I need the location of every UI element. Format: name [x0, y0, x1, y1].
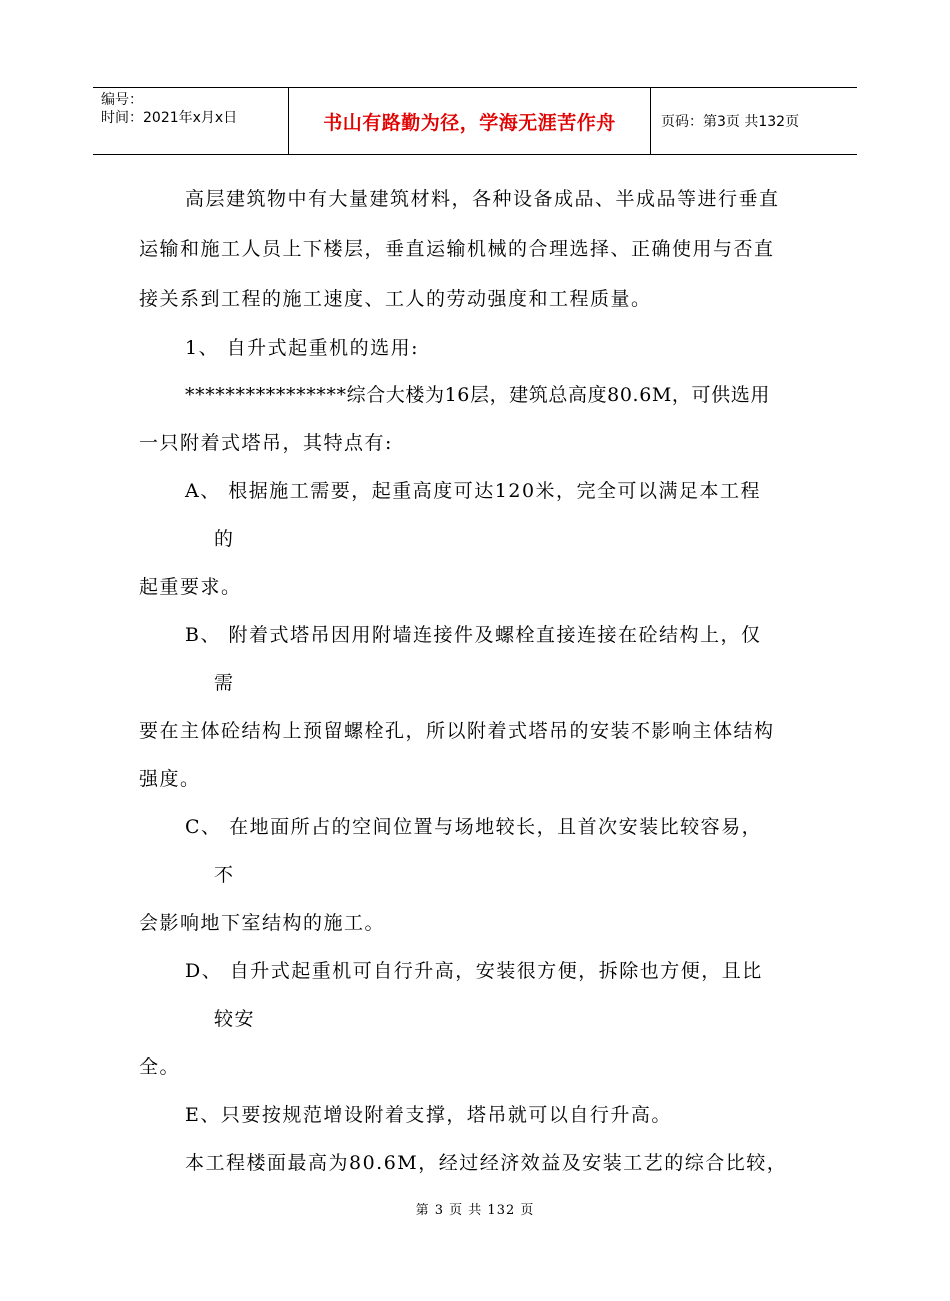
document-header	[93, 87, 857, 155]
body-line: 的	[214, 528, 235, 550]
header-page-info: 页码：第3页 共132页	[661, 114, 800, 130]
document-number-label: 编号：	[101, 92, 143, 108]
body-line: C、 在地面所占的空间位置与场地较长，且首次安装比较容易，	[185, 816, 763, 838]
body-line: 1、 自升式起重机的选用:	[185, 337, 420, 359]
body-line: D、 自升式起重机可自行升高，安装很方便，拆除也方便，且比	[185, 960, 763, 982]
header-meta-cell	[93, 88, 289, 154]
page-footer: 第 3 页 共 132 页	[415, 1203, 535, 1218]
body-line: 本工程楼面最高为80.6M，经过经济效益及安装工艺的综合比较，	[185, 1152, 788, 1174]
body-line: ****************综合大楼为16层，建筑总高度80.6M，可供选用	[185, 384, 770, 406]
header-motto: 书山有路勤为径，学海无涯苦作舟	[289, 88, 651, 154]
document-time-label: 时间：2021年x月x日	[101, 110, 238, 126]
body-line: 需	[214, 672, 235, 694]
body-line: E、只要按规范增设附着支撑，塔吊就可以自行升高。	[185, 1104, 672, 1126]
body-line: 运输和施工人员上下楼层，垂直运输机械的合理选择、正确使用与否直	[139, 238, 775, 260]
body-line: 强度。	[139, 768, 201, 790]
body-line: 起重要求。	[139, 576, 242, 598]
body-line: B、 附着式塔吊因用附墙连接件及螺栓直接连接在砼结构上，仅	[185, 624, 762, 646]
body-line: 较安	[214, 1008, 256, 1030]
body-line: 高层建筑物中有大量建筑材料，各种设备成品、半成品等进行垂直	[185, 188, 780, 210]
body-line: 会影响地下室结构的施工。	[139, 912, 386, 934]
body-line: A、 根据施工需要，起重高度可达120米，完全可以满足本工程	[185, 480, 762, 502]
body-line: 不	[214, 864, 235, 886]
body-line: 要在主体砼结构上预留螺栓孔，所以附着式塔吊的安装不影响主体结构	[139, 720, 775, 742]
body-line: 一只附着式塔吊，其特点有:	[139, 432, 393, 454]
body-line: 全。	[139, 1056, 181, 1078]
body-line: 接关系到工程的施工速度、工人的劳动强度和工程质量。	[139, 288, 652, 310]
